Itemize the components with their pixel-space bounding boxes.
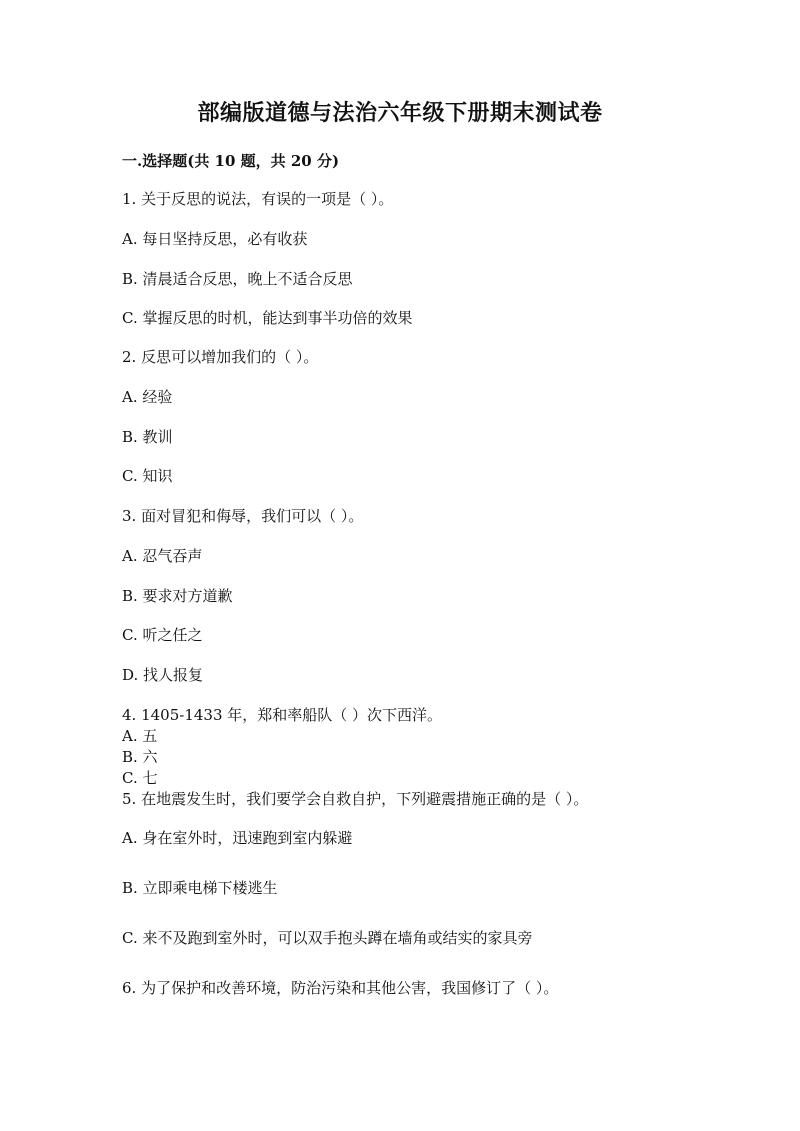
question-1-option-a: A. 每日坚持反思，必有收获 — [122, 230, 308, 248]
question-5-option-c: C. 来不及跑到室外时，可以双手抱头蹲在墙角或结实的家具旁 — [122, 929, 533, 947]
question-4-option-c: C. 七 — [122, 769, 158, 787]
question-2-option-a: A. 经验 — [122, 388, 173, 406]
question-2-option-c: C. 知识 — [122, 467, 173, 485]
question-1-option-c: C. 掌握反思的时机，能达到事半功倍的效果 — [122, 309, 413, 327]
section-heading: 一.选择题(共 10 题，共 20 分) — [122, 152, 340, 170]
question-5-stem: 5. 在地震发生时，我们要学会自救自护，下列避震措施正确的是（ ）。 — [122, 790, 589, 808]
question-1-option-b: B. 清晨适合反思，晚上不适合反思 — [122, 270, 353, 288]
question-3-stem: 3. 面对冒犯和侮辱，我们可以（ ）。 — [122, 507, 364, 525]
question-5-option-b: B. 立即乘电梯下楼逃生 — [122, 879, 278, 897]
question-2-stem: 2. 反思可以增加我们的（ ）。 — [122, 348, 319, 366]
question-3-option-a: A. 忍气吞声 — [122, 547, 203, 565]
question-3-option-b: B. 要求对方道歉 — [122, 587, 233, 605]
question-3-option-d: D. 找人报复 — [122, 666, 204, 684]
question-5-option-a: A. 身在室外时，迅速跑到室内躲避 — [122, 829, 353, 847]
question-4-option-a: A. 五 — [122, 727, 158, 745]
question-2-option-b: B. 教训 — [122, 428, 173, 446]
question-4-option-b: B. 六 — [122, 748, 158, 766]
question-3-option-c: C. 听之任之 — [122, 626, 203, 644]
page-title: 部编版道德与法治六年级下册期末测试卷 — [197, 100, 603, 126]
question-6-stem: 6. 为了保护和改善环境，防治污染和其他公害，我国修订了（ ）。 — [122, 979, 559, 997]
question-4-stem: 4. 1405-1433 年，郑和率船队（ ）次下西洋。 — [122, 706, 443, 724]
question-1-stem: 1. 关于反思的说法，有误的一项是（ ）。 — [122, 190, 394, 208]
